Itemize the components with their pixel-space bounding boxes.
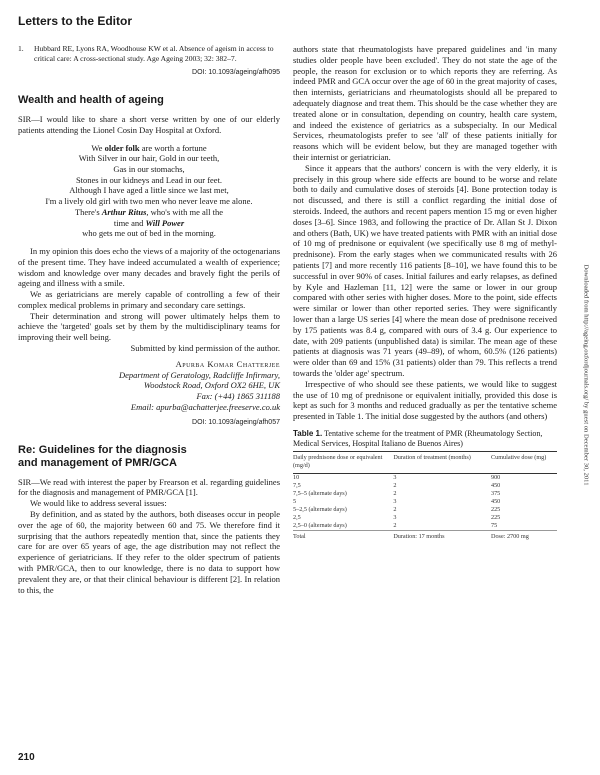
table-cell: 3 (393, 474, 397, 482)
letter2-title: Re: Guidelines for the diagnosis and management of PMR/GCA (18, 443, 187, 469)
poem (18, 143, 280, 239)
poem-line: who gets me out of bed in the morning. (82, 228, 216, 239)
poem-line: time and Will Power (113, 217, 185, 228)
table-cell: 3 (393, 498, 397, 506)
table-cell: 375 (490, 490, 501, 498)
poem-line: With Silver in our hair, Gold in our teeth, (78, 153, 220, 164)
running-head: Letters to the Editor (18, 14, 133, 28)
poem-line: We older folk are worth a fortune (91, 142, 207, 153)
reference-item (18, 44, 280, 63)
right-paragraph: Irrespective of who should see these patients, we would like to suggest the use of 10 mg of prednisone or equivalent initially, provided this dose is kept as such for 3 months and reduced gradually as per the tentative scheme presented in Table 1. The initial dose suggested by the authors (and others) (293, 378, 557, 422)
table-cell: Total (293, 531, 393, 542)
letter1-title: Wealth and health of ageing (18, 93, 164, 106)
letter2-paragraph: We would like to address several issues: (30, 498, 167, 509)
download-note-text: Downloaded from http://ageing.oxfordjournals.org/ by guest on December 30, 2011 (582, 264, 590, 486)
letter1-paragraph: Their determination and strong will power ultimately helps them to achieve the 'targeted' goals set by them by the multidisciplinary teams for improving their well being. (18, 310, 280, 343)
right-paragraph: Since it appears that the authors' concern is with the very elderly, it is precisely in this group where side effects are bound to be worse and relate both to daily and cumulative doses of steroids [4]. Bone protection today is not discussed, and there is still a conflict regarding the initial dose of steroids. Indeed, the authors and recent papers mention 15 mg or even higher doses [3–6]. Since 1983, and following the practice of Dr. Allan St J. Dixon and others (Bath, UK) we have treated patients with PMR with an initial dose of 10 mg of prednisone or equivalent (we specifically use 8 mg of methyl-prednisone). From the early stages when we communicated results with 26 patients [7] and more recently 116 patients [8–10], we have found this to be successful in over 90% of cases. Initial failures and early relapses, as defined by Kyle and Hazleman [11, 12] were the same or lower in our group compared with other series with higher doses. More to the point, side effects were similar or lower than other reported series. They were significantly lower than a large US series [4] where the mean dose of prednisone received by 175 patients was 8.4 g, compared with ours of 3.4 g. Our experience to date, with 209 patients (unpublished data) is similar. The mean age of these patients at diagnosis was 71 years (49–89), of whom, 60.5% (126 patients) were older than 69 and 15% (31 patients) older than 79. This reflects a trend towards the 'older age' spectrum. (293, 162, 557, 378)
table-header-row (293, 452, 557, 474)
table-cell: Duration: 17 months (393, 531, 491, 542)
table-row (293, 514, 557, 522)
table-row (293, 490, 557, 498)
table-header-cell: Duration of treatment (months) (393, 454, 471, 462)
table-cell: 900 (490, 474, 501, 482)
table-row (293, 474, 557, 483)
table-cell: 2 (393, 522, 397, 530)
table-row (293, 498, 557, 506)
table-cell: 10 (293, 474, 300, 482)
submitted-note: Submitted by kind permission of the author. (130, 343, 280, 354)
author-email: Email: apurba@achatterjee.freeserve.co.uk (130, 402, 280, 413)
letter2-paragraph: By definition, and as stated by the authors, both diseases occur in people over the age of 60, the majority between 60 and 75. We therefore find it surprising that the authors repeatedly mention that, since the patients they care for are over 65 years of age, the age distribution may not reflect the experience of geriatricians. If they refer to the older spectrum of patients with PMR/GCA, then to our knowledge, there is no data to support how prevalent they are, or that their clinical behaviour is different [2]. In relation to this, the (18, 509, 280, 595)
table-cell: 450 (490, 482, 501, 490)
letter2-intro: SIR—We read with interest the paper by Frearson et al. regarding guidelines for the diagnosis and management of PMR/GCA [1]. (18, 476, 280, 498)
page-number: 210 (18, 752, 35, 763)
right-paragraph: authors state that rheumatologists have prepared guidelines and 'in many studies older people have been excluded'. They do not state the age of the people, the reason for exclusion or to which reports they are referring. As indeed PMR and GCA occur over the age of 60 in the great majority of cases, then internists, geriatricians and rheumatologists should all be prepared to adequately diagnose and treat them. This should be the case whether they are treated alone or in consultation, depending on country, health care system, and indeed the existence of geriatrics as a subspecialty. In our Medical Services, rheumatologists prefer to see 'all' of these patients initially for reasons which will be evident below, but they are managed together with their internist or geriatrician. (293, 44, 557, 162)
letter1-intro: SIR—I would like to share a short verse written by one of our elderly patients attending the Lionel Cosin Day Hospital at Oxford. (18, 113, 280, 135)
table-cell: 2,5 (293, 514, 301, 522)
author-affiliation: Department of Geratology, Radcliffe Infirmary, (118, 369, 280, 380)
poem-line: Gas in our stomachs, (113, 163, 185, 174)
table-cell: 450 (490, 498, 501, 506)
table-cell: 5–2,5 (alternate days) (293, 506, 347, 514)
right-column (293, 44, 557, 541)
table-cell: 2 (393, 506, 397, 514)
author-name: Apurba Komar Chatterjee (175, 358, 280, 369)
table-header-cell: Cumulative dose (mg) (490, 454, 547, 462)
author-address: Woodstock Road, Oxford OX2 6HE, UK (143, 380, 280, 391)
reference-number: 1. (18, 44, 24, 53)
letter1-paragraph: In my opinion this does echo the views of a majority of the octogenarians of the present time. They have indeed accumulated a wealth of experience; wisdom and knowledge over many decades and bravely fight the perils of ageing and illness with a smile. (18, 245, 280, 289)
left-column (18, 44, 280, 595)
table-caption-text: Tentative scheme for the treatment of PMR (Rheumatology Section, Medical Services, Hospital Italiano de Buenos Aires) (293, 428, 543, 448)
letter1-doi: DOI: 10.1093/ageing/afh057 (192, 418, 280, 426)
table-cell: 2,5–0 (alternate days) (293, 522, 347, 530)
poem-line: Although I have aged a little since we last met, (69, 185, 229, 196)
table-cell: 2 (393, 482, 397, 490)
table-cell: 2 (393, 490, 397, 498)
reference-text: Hubbard RE, Lyons RA, Woodhouse KW et al. Absence of ageism in access to critical care: A cross-sectional study. Age Ageing 2003; 32: 382–7. (34, 44, 274, 63)
letter1-paragraph: We as geriatricians are merely capable of controlling a few of their complex medical problems in primary and secondary care settings. (18, 289, 280, 310)
reference-doi: DOI: 10.1093/ageing/afh095 (192, 69, 280, 77)
table-caption (293, 429, 557, 449)
author-fax: Fax: (+44) 1865 311188 (196, 391, 280, 402)
table-cell: 5 (293, 498, 297, 506)
table-cell: 7,5 (293, 482, 301, 490)
poem-line: Stones in our kidneys and Lead in our feet. (75, 174, 223, 185)
table-cell: 225 (490, 506, 501, 514)
table-cell: 225 (490, 514, 501, 522)
table-row (293, 522, 557, 531)
poem-line: I'm a lively old girl with two men who never leave me alone. (45, 196, 253, 207)
table-row (293, 506, 557, 514)
table-total-row (293, 531, 557, 542)
treatment-table (293, 451, 557, 541)
table-header-cell: Daily prednisone dose or equivalent (mg/d) (293, 454, 383, 470)
table-cell: Dose: 2700 mg (491, 531, 557, 542)
table-cell: 3 (393, 514, 397, 522)
author-block (18, 359, 280, 413)
download-note (581, 150, 591, 600)
poem-line: There's Arthur Ritus, who's with me all the (74, 206, 224, 217)
table-cell: 7,5–5 (alternate days) (293, 490, 347, 498)
table-row (293, 482, 557, 490)
table-label: Table 1. (293, 428, 323, 438)
table-cell: 75 (490, 522, 498, 530)
